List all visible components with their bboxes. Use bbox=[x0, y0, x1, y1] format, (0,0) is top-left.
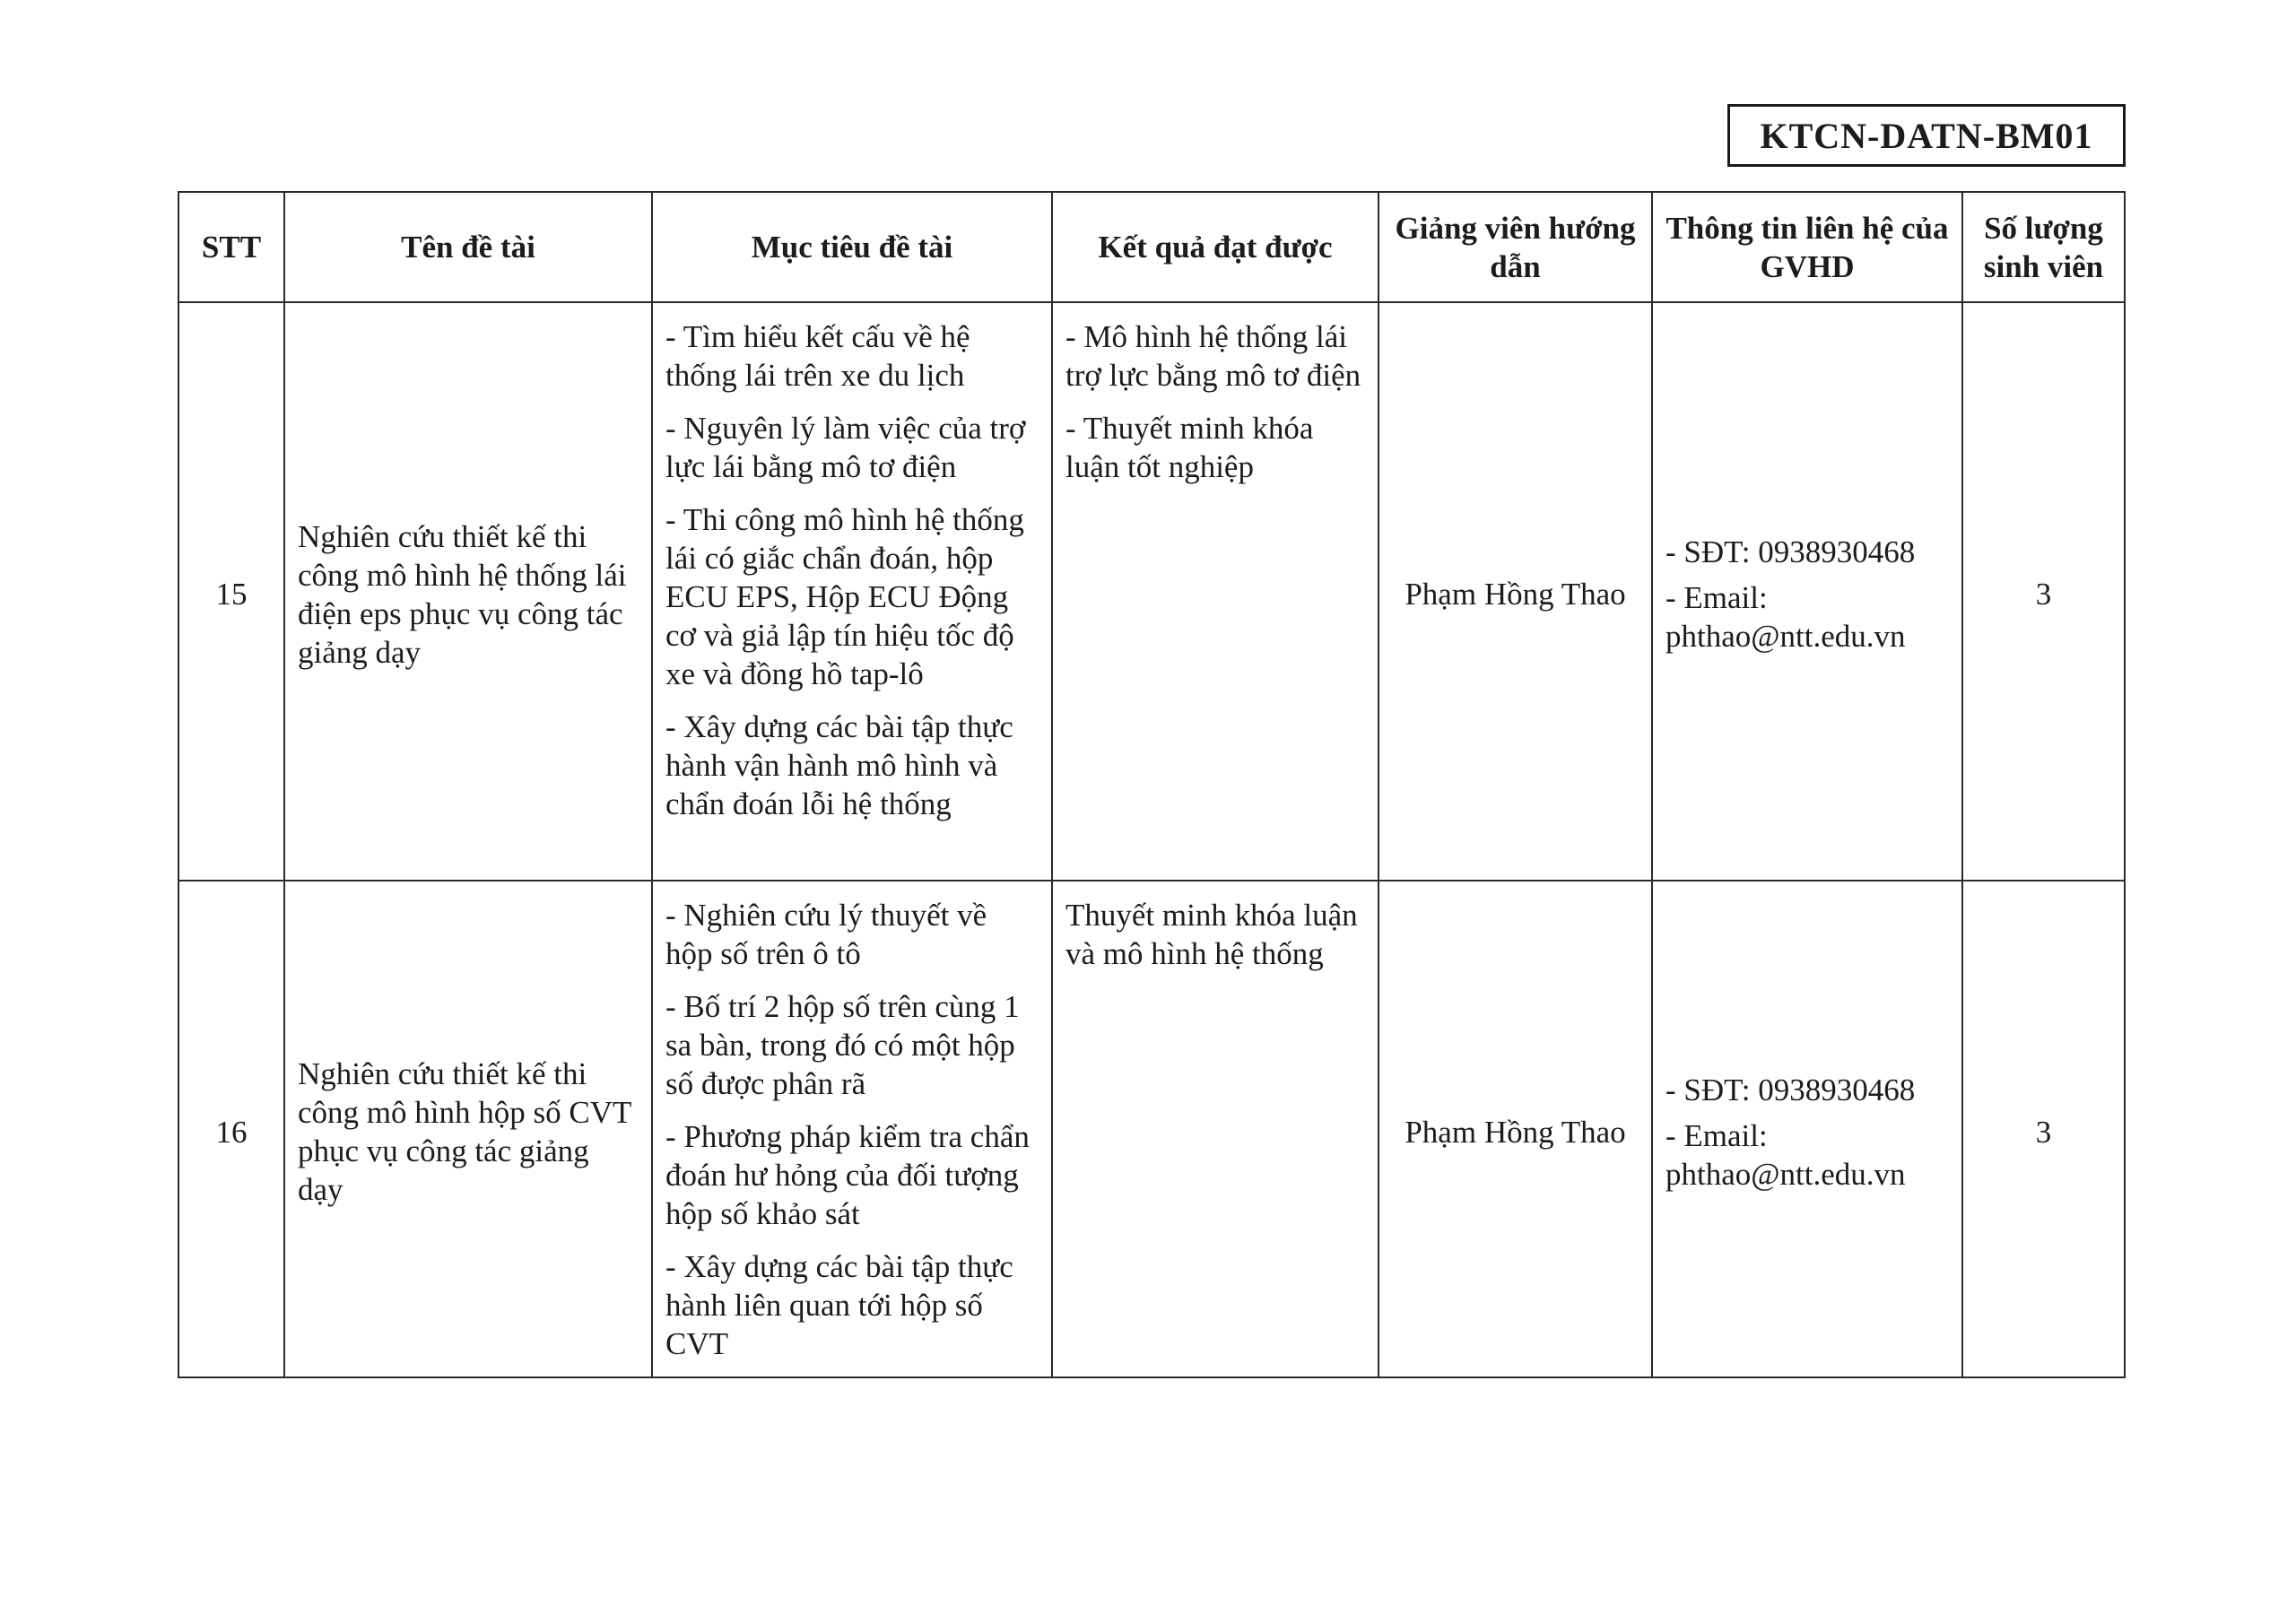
result-item: - Thuyết minh khóa luận tốt nghiệp bbox=[1065, 411, 1314, 484]
row-stt: 15 bbox=[178, 302, 284, 881]
result-item: Thuyết minh khóa luận và mô hình hệ thống bbox=[1065, 898, 1358, 971]
contact-email: phthao@ntt.edu.vn bbox=[1665, 1156, 1906, 1192]
objective-item: - Bố trí 2 hộp số trên cùng 1 sa bàn, trong đó có một hộp số được phân rã bbox=[665, 989, 1020, 1101]
objective-item: - Tìm hiểu kết cấu về hệ thống lái trên xe du lịch bbox=[665, 319, 970, 393]
header-objectives: Mục tiêu đề tài bbox=[652, 192, 1052, 302]
header-row bbox=[178, 192, 2125, 302]
contact-phone: - SĐT: 0938930468 bbox=[1665, 534, 1916, 569]
objective-item: - Xây dựng các bài tập thực hành liên quan tới hộp số CVT bbox=[665, 1249, 1013, 1361]
header-supervisor: Giảng viên hướng dẫn bbox=[1378, 192, 1652, 302]
row-objectives bbox=[652, 302, 1052, 881]
contact-email-label: - Email: bbox=[1665, 580, 1768, 615]
row-students: 3 bbox=[1962, 302, 2125, 881]
row-objectives bbox=[652, 881, 1052, 1377]
row-contact bbox=[1652, 881, 1962, 1377]
header-students: Số lượng sinh viên bbox=[1962, 192, 2125, 302]
objective-item: - Thi công mô hình hệ thống lái có giắc chẩn đoán, hộp ECU EPS, Hộp ECU Động cơ và giả lập tín hiệu tốc độ xe và đồng hồ tap-lô bbox=[665, 502, 1024, 691]
table-row bbox=[178, 881, 2125, 1377]
row-stt: 16 bbox=[178, 881, 284, 1377]
thesis-topics-table bbox=[178, 191, 2126, 1378]
table-row bbox=[178, 302, 2125, 881]
row-students: 3 bbox=[1962, 881, 2125, 1377]
row-contact bbox=[1652, 302, 1962, 881]
row-title: Nghiên cứu thiết kế thi công mô hình hệ thống lái điện eps phục vụ công tác giảng dạy bbox=[284, 302, 652, 881]
objective-item: - Nghiên cứu lý thuyết về hộp số trên ô tô bbox=[665, 898, 987, 971]
row-results bbox=[1052, 302, 1378, 881]
header-title: Tên đề tài bbox=[284, 192, 652, 302]
header-contact: Thông tin liên hệ của GVHD bbox=[1652, 192, 1962, 302]
form-code-text: KTCN-DATN-BM01 bbox=[1760, 115, 2093, 156]
objective-item: - Phương pháp kiểm tra chẩn đoán hư hỏng của đối tượng hộp số khảo sát bbox=[665, 1119, 1030, 1231]
header-stt: STT bbox=[178, 192, 284, 302]
contact-email-label: - Email: bbox=[1665, 1117, 1768, 1153]
form-code-box bbox=[1727, 104, 2126, 167]
objective-item: - Nguyên lý làm việc của trợ lực lái bằng mô tơ điện bbox=[665, 411, 1026, 484]
objective-item: - Xây dựng các bài tập thực hành vận hành mô hình và chẩn đoán lỗi hệ thống bbox=[665, 709, 1013, 821]
row-results bbox=[1052, 881, 1378, 1377]
contact-phone: - SĐT: 0938930468 bbox=[1665, 1072, 1916, 1107]
row-supervisor: Phạm Hồng Thao bbox=[1378, 302, 1652, 881]
result-item: - Mô hình hệ thống lái trợ lực bằng mô tơ điện bbox=[1065, 319, 1361, 393]
row-title: Nghiên cứu thiết kế thi công mô hình hộp số CVT phục vụ công tác giảng dạy bbox=[284, 881, 652, 1377]
row-supervisor: Phạm Hồng Thao bbox=[1378, 881, 1652, 1377]
header-results: Kết quả đạt được bbox=[1052, 192, 1378, 302]
contact-email: phthao@ntt.edu.vn bbox=[1665, 619, 1906, 654]
